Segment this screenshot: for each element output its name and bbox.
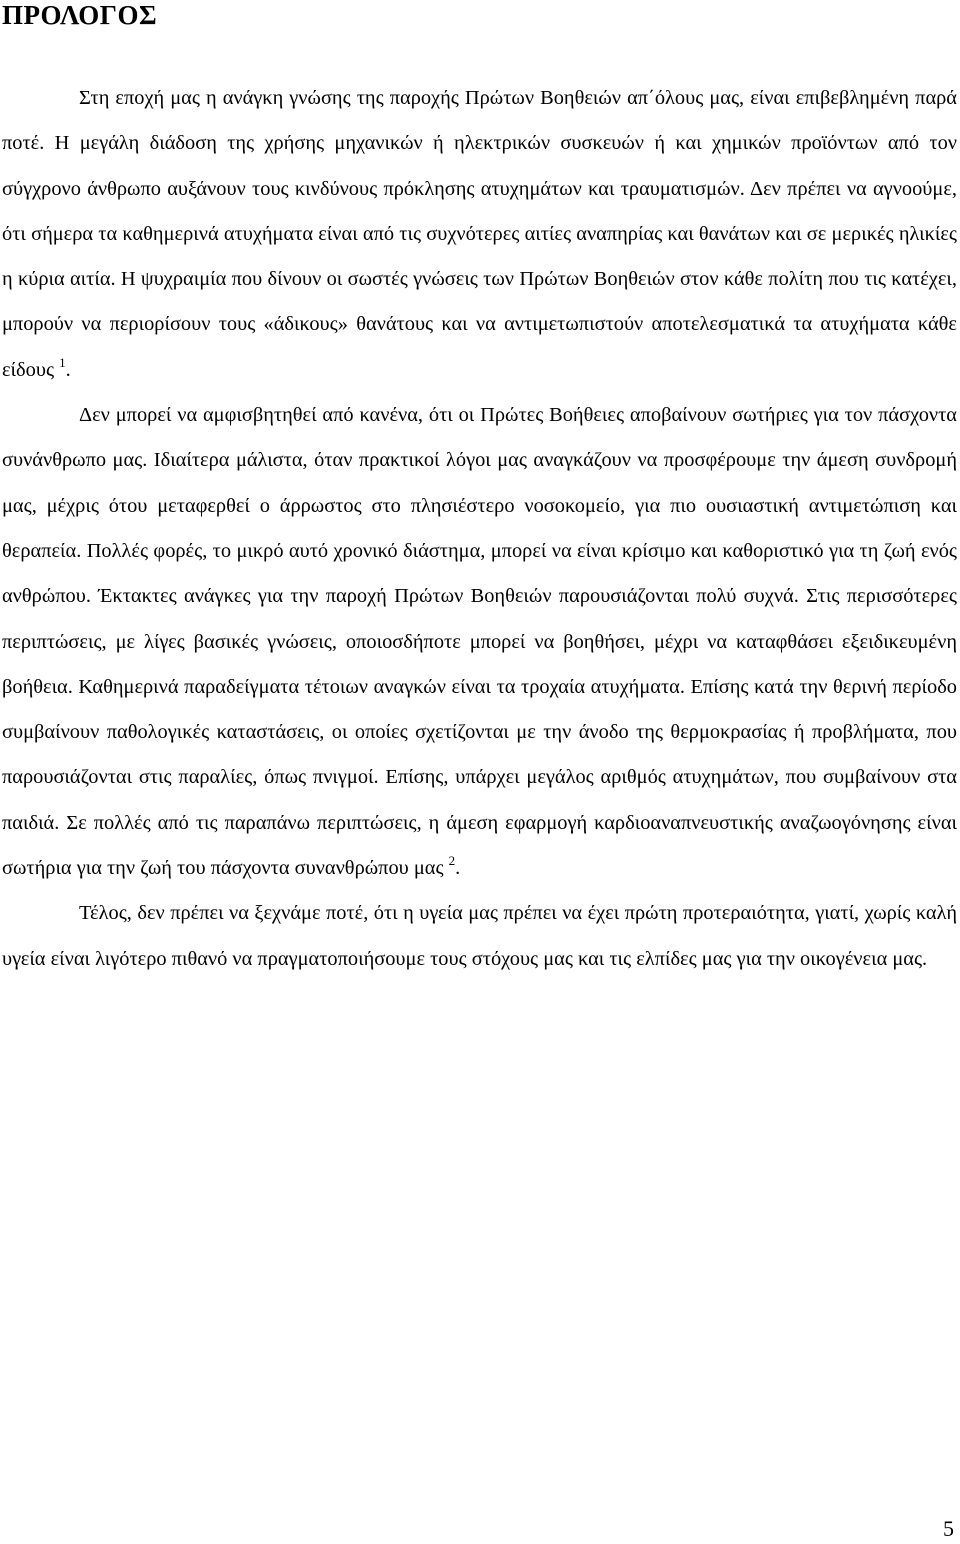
paragraph-3 <box>2 891 957 982</box>
paragraph-2-text: Δεν μπορεί να αμφισβητηθεί από κανένα, ότι οι Πρώτες Βοήθειες αποβαίνουν σωτήριες για τον πάσχοντα συνάνθρωπο μας. Ιδιαίτερα μάλιστα, όταν πρακτικοί λόγοι μας αναγκάζουν να προσφέρουμε την άμεση συνδρομή μας, μέχρις ότου μεταφερθεί ο άρρωστος στο πλησιέστερο νοσοκομείο, για πιο ουσιαστική αντιμετώπιση και θεραπεία. Πολλές φορές, το μικρό αυτό χρονικό διάστημα, μπορεί να είναι κρίσιμο και καθοριστικό για τη ζωή ενός ανθρώπου. Έκτακτες ανάγκες για την παροχή Πρώτων Βοηθειών παρουσιάζονται πολύ συχνά. Στις περισσότερες περιπτώσεις, με λίγες βασικές γνώσεις, οποιοσδήποτε μπορεί να βοηθήσει, μέχρι να καταφθάσει εξειδικευμένη βοήθεια. Καθημερινά παραδείγματα τέτοιων αναγκών είναι τα τροχαία ατυχήματα. Επίσης κατά την θερινή περίοδο συμβαίνουν παθολογικές καταστάσεις, οι οποίες σχετίζονται με την άνοδο της θερμοκρασίας ή προβλήματα, που παρουσιάζονται στις παραλίες, όπως πνιγμοί. Επίσης, υπάρχει μεγάλος αριθμός ατυχημάτων, που συμβαίνουν στα παιδιά. Σε πολλές από τις παραπάνω περιπτώσεις, η άμεση εφαρμογή καρδιοαναπνευστικής αναζωογόνησης είναι σωτήρια για την ζωή του πάσχοντα συνανθρώπου μας <box>2 404 957 880</box>
paragraph-3-text: Τέλος, δεν πρέπει να ξεχνάμε ποτέ, ότι η υγεία μας πρέπει να έχει πρώτη προτεραιότητα, γιατί, χωρίς καλή υγεία είναι λιγότερο πιθανό να πραγματοποιήσουμε τους στόχους μας και τις ελπίδες μας για την οικογένεια μας. <box>2 902 957 970</box>
paragraph-2-end: . <box>455 857 461 880</box>
page-number: 5 <box>943 1516 954 1541</box>
body-text <box>2 76 957 982</box>
page-heading: ΠΡΟΛΟΓΟΣ <box>2 0 158 30</box>
paragraph-1-text: Στη εποχή μας η ανάγκη γνώσης της παροχής Πρώτων Βοηθειών απ΄όλους μας, είναι επιβεβλημένη παρά ποτέ. Η μεγάλη διάδοση της χρήσης μηχανικών ή ηλεκτρικών συσκευών ή και χημικών προϊόντων από τον σύγχρονο άνθρωπο αυξάνουν τους κινδύνους πρόκλησης ατυχημάτων και τραυματισμών. Δεν πρέπει να αγνοούμε, ότι σήμερα τα καθημερινά ατυχήματα είναι από τις συχνότερες αιτίες αναπηρίας και θανάτων και σε μερικές ηλικίες η κύρια αιτία. Η ψυχραιμία που δίνουν οι σωστές γνώσεις των Πρώτων Βοηθειών στον κάθε πολίτη που τις κατέχει, μπορούν να περιορίσουν τους «άδικους» θανάτους και να αντιμετωπιστούν αποτελεσματικά τα ατυχήματα κάθε είδους <box>2 87 957 381</box>
footnote-ref-1: 1 <box>59 354 66 370</box>
footnote-ref-2: 2 <box>448 853 456 869</box>
paragraph-1-end: . <box>65 358 71 381</box>
paragraph-2 <box>2 393 957 891</box>
paragraph-1 <box>2 76 957 393</box>
